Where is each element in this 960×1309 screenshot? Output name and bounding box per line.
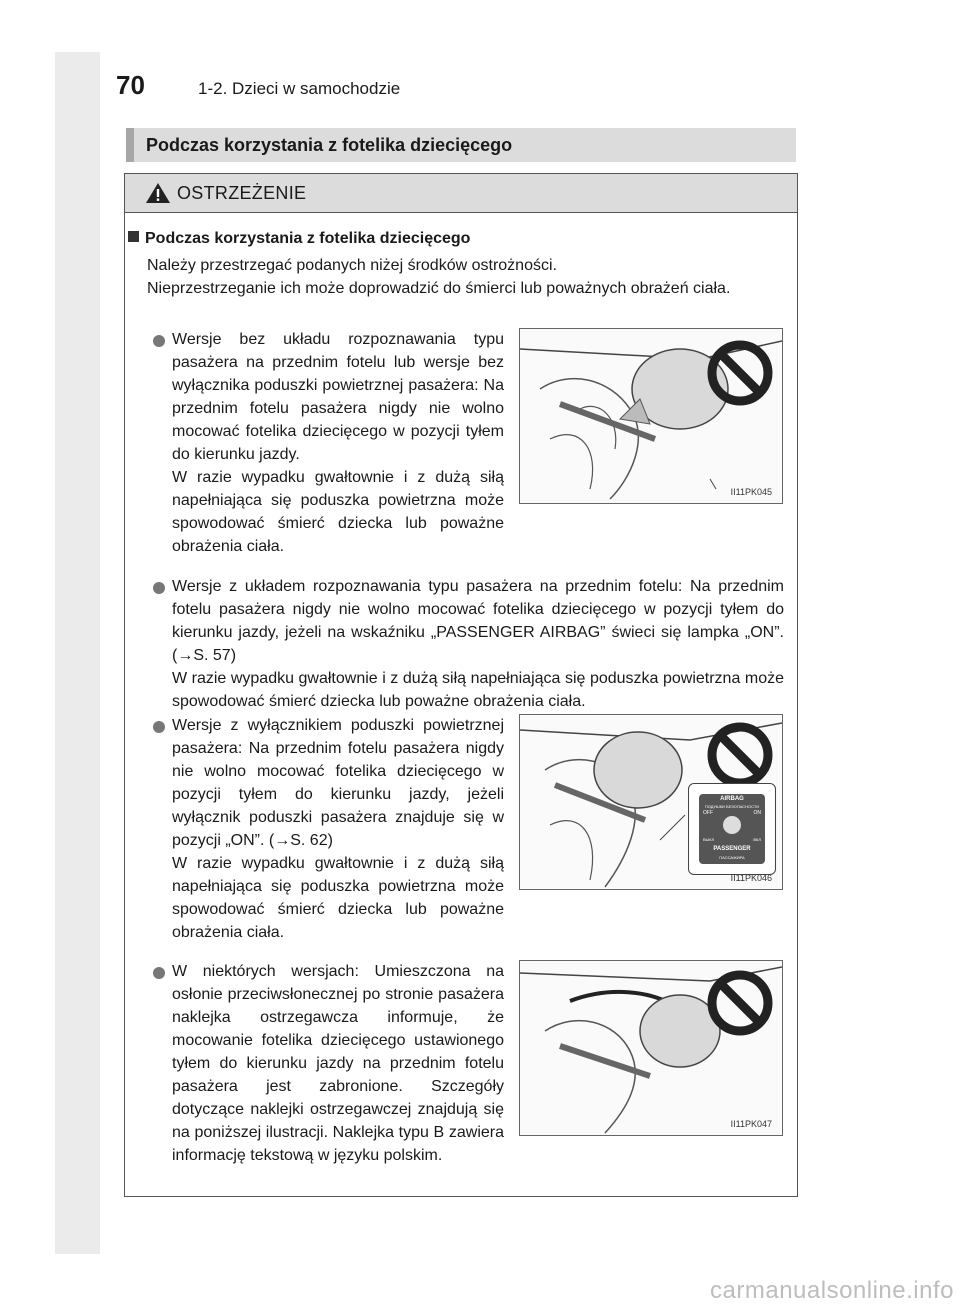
item-3-text: Wersje z wyłącznikiem poduszki powietrznej pasażera: Na przednim fotelu pasażera nigdy nie wolno mocować fotelika dziecięcego w pozycji tyłem do kierunku jazdy, jeżeli wyłącznik poduszki pasażera znajduje się w pozycji „ON”. (→S. 62) W razie wypadku gwałtownie i z dużą siłą napełniająca się poduszka powietrzna może spowodować śmierć dziecka lub poważne obrażenia ciała. [172,717,504,941]
intro-line-2: Nieprzestrzeganie ich może doprowadzić do śmierci lub poważnych obrażeń ciała. [147,280,731,297]
page-header [100,52,960,137]
section-title: Podczas korzystania z fotelika dziecięcego [126,128,796,162]
warning-triangle-icon [145,182,171,204]
item-4-text: W niektórych wersjach: Umieszczona na osłonie przeciwsłonecznej po stronie pasażera naklejka ostrzegawcza informuje, że mocowanie fotelika dziecięcego ustawionego tyłem do kierunku jazdy na przednim fotelu pasażera jest zabronione. Szczegóły dotyczące naklejki ostrzegawczej znajdują się na poniższej ilustracji. Naklejka typu B zawiera informację tekstową w języku polskim. [172,963,504,1164]
square-bullet-icon [128,231,139,242]
side-strip [55,52,100,1254]
figure-3 [519,960,783,1136]
airbag-switch-panel-inset [688,783,776,875]
bullet-dot-icon [153,335,165,347]
figure-code: II11PK046 [730,873,772,883]
prohibition-icon [706,339,774,407]
figure-2 [519,714,783,890]
bullet-dot-icon [153,582,165,594]
warning-subheading: Podczas korzystania z fotelika dziecięcego [128,227,788,250]
warning-header [125,174,797,213]
chapter-title: 1-2. Dzieci w samochodzie [198,79,401,98]
figure-code: II11PK045 [730,487,772,497]
bullet-dot-icon [153,721,165,733]
intro-line-1: Należy przestrzegać podanych niżej środków ostrożności. [147,257,557,274]
prohibition-icon [706,721,774,789]
page-number: 70 [116,70,145,100]
prohibition-icon [706,969,774,1037]
airbag-switch-panel: AIRBAG ПОДУШКИ БЕЗОПАСНОСТИ OFF ON ВЫКЛ ВКЛ PASSENGER ПАССАЖИРА [699,794,765,864]
bullet-dot-icon [153,967,165,979]
figure-1 [519,328,783,504]
footer-watermark: carmanualsonline.info [710,1277,954,1304]
warning-label: OSTRZEŻENIE [177,183,307,203]
figure-code: II11PK047 [730,1119,772,1129]
item-1-text: Wersje bez układu rozpoznawania typu pasażera na przednim fotelu lub wersje bez wyłącznika poduszki powietrznej pasażera: Na przednim fotelu pasażera nigdy nie wolno mocować fotelika dziecięcego w pozycji tyłem do kierunku jazdy. W razie wypadku gwałtownie i z dużą siłą napełniająca się poduszka powietrzna może spowodować śmierć dziecka lub poważne obrażenia ciała. [172,331,504,555]
item-2-text: Wersje z układem rozpoznawania typu pasażera na przednim fotelu: Na przednim fotelu pasażera nigdy nie wolno mocować fotelika dziecięcego w pozycji tyłem do kierunku jazdy, jeżeli na wskaźniku „PASSENGER AIRBAG” świeci się lampka „ON”. (→S. 57) W razie wypadku gwałtownie i z dużą siłą napełniająca się poduszka powietrzna może spowodować śmierć dziecka lub poważne obrażenia ciała. [172,578,784,710]
switch-knob-icon [723,816,741,834]
